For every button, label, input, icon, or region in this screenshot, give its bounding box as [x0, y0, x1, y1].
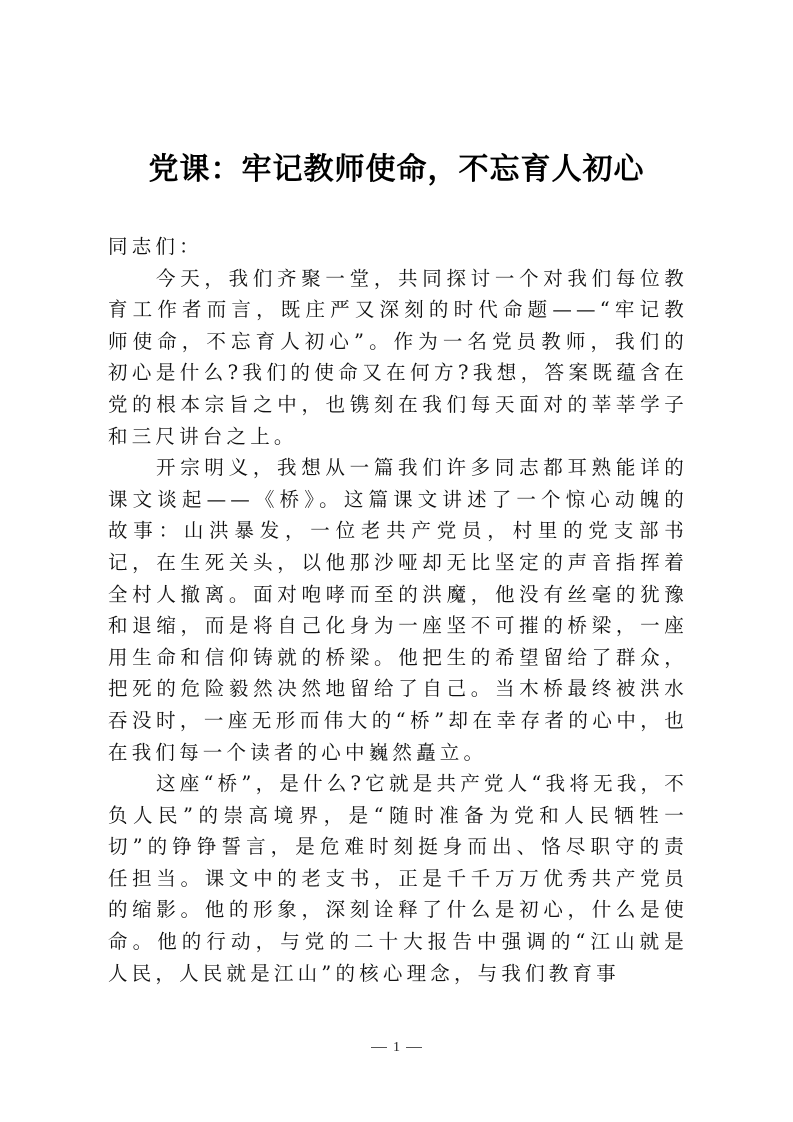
document-title: 党课：牢记教师使命，不忘育人初心: [148, 152, 645, 187]
footer-dash-right: [406, 1047, 422, 1048]
paragraph: 这座“桥”，是什么?它就是共产党人“我将无我，不负人民”的崇高境界，是“随时准备为党和人民牺牲一切”的铮铮誓言，是危难时刻挺身而出、恪尽职守的责任担当。课文中的老支书，正是千千万万优秀共产党员的缩影。他的形象，深刻诠释了什么是初心，什么是使命。他的行动，与党的二十大报告中强调的“江山就是人民，人民就是江山”的核心理念，与我们教育事: [108, 772, 688, 985]
page-number: 1: [393, 1040, 400, 1055]
paragraph: 今天，我们齐聚一堂，共同探讨一个对我们每位教育工作者而言，既庄严又深刻的时代命题——“牢记教师使命，不忘育人初心”。作为一名党员教师，我们的初心是什么?我们的使命又在何方?我想，答案既蕴含在党的根本宗旨之中，也镌刻在我们每天面对的莘莘学子和三尺讲台之上。: [108, 266, 688, 448]
document-body: [108, 231, 688, 989]
page-footer: [0, 1040, 793, 1056]
paragraph: 开宗明义，我想从一篇我们许多同志都耳熟能详的课文谈起——《桥》。这篇课文讲述了一个惊心动魄的故事：山洪暴发，一位老共产党员，村里的党支部书记，在生死关头，以他那沙哑却无比坚定的声音指挥着全村人撤离。面对咆哮而至的洪魔，他没有丝毫的犹豫和退缩，而是将自己化身为一座坚不可摧的桥梁，一座用生命和信仰铸就的桥梁。他把生的希望留给了群众，把死的危险毅然决然地留给了自己。当木桥最终被洪水吞没时，一座无形而伟大的“桥”却在幸存者的心中，也在我们每一个读者的心中巍然矗立。: [108, 456, 688, 764]
footer-dash-left: [371, 1047, 387, 1048]
salutation: 同志们：: [108, 235, 203, 258]
